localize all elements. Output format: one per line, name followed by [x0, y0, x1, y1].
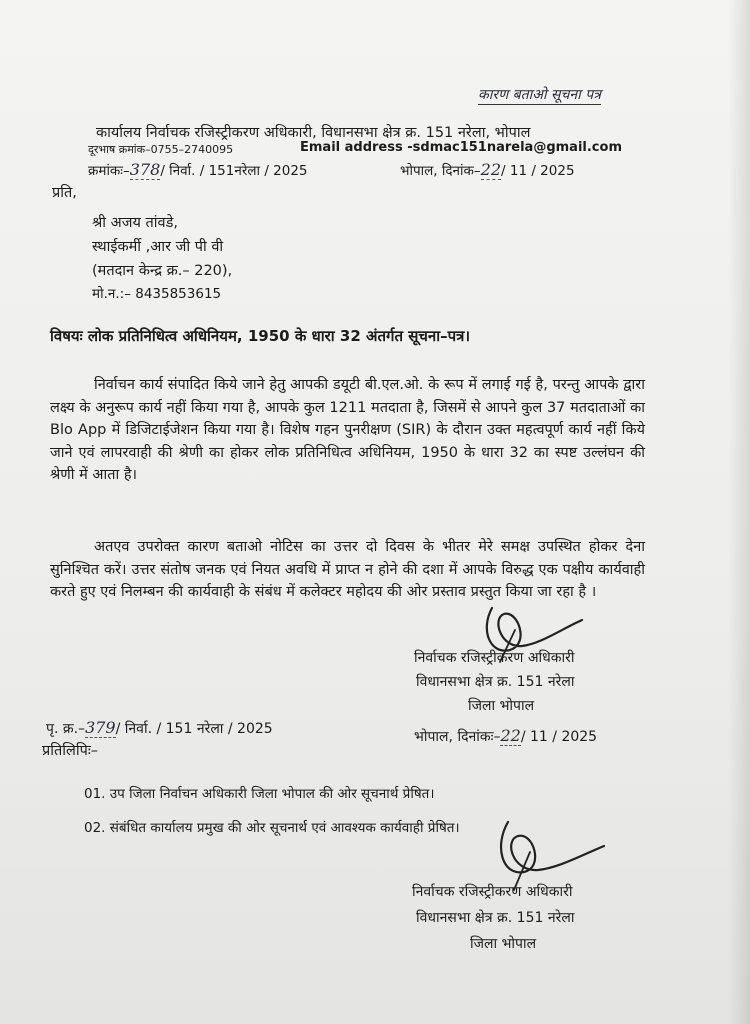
recipient-designation: स्थाईकर्मी ,आर जी पी वी — [92, 239, 224, 255]
page-shadow — [728, 0, 750, 1024]
recipient-mobile: मो.न.:– 8435853615 — [92, 286, 222, 302]
endorsement-handwritten-day: 22 — [500, 726, 521, 745]
recipient-name: श्री अजय तांवडे, — [92, 215, 178, 231]
endorsement-handwritten-number: 379 — [85, 718, 116, 737]
endorsement-suffix: / निर्वा. / 151 नरेला / 2025 — [115, 721, 273, 737]
endorsement-number — [46, 718, 273, 738]
paragraph-1: निर्वाचन कार्य संपादित किये जाने हेतु आपकी डयूटी बी.एल.ओ. के रूप में लगाई गई है, परन्तु आपके द्वारा लक्ष्य के अनुरूप कार्य नहीं किया गया है, आपके कुल 1211 मतदाता है, जिसमें से आपने कुल 37 मतदाताओं का Blo App में डिजिटाईजेशन किया गया है। विशेष गहन पुनरीक्षण (SIR) के दौरान उक्त महत्वपूर्ण कार्य नहीं किये जाने एवं लापरवाही की श्रेणी का होकर लोक प्रतिनिधित्व अधिनियम, 1950 के धारा 32 का स्पष्ट उल्लंघन की श्रेणी में आता है। — [50, 377, 645, 483]
reference-handwritten-day: 22 — [480, 160, 502, 179]
endorsement-date — [414, 726, 597, 746]
email-line: Email address -sdmac151narela@gmail.com — [300, 140, 622, 155]
signature-2-constituency: विधानसभा क्षेत्र क्र. 151 नरेला — [416, 910, 575, 926]
signature-1-constituency: विधानसभा क्षेत्र क्र. 151 नरेला — [416, 674, 575, 690]
signature-1-designation: निर्वाचक रजिस्ट्रीकरण अधिकारी — [414, 650, 575, 666]
recipient-booth: (मतदान केन्द्र क्र.– 220), — [92, 263, 233, 279]
reference-date — [400, 160, 575, 179]
copy-label: प्रतिलिपिः– — [42, 743, 99, 759]
endorsement-prefix: पृ. क्र.– — [46, 721, 86, 737]
to-label: प्रति, — [52, 185, 77, 201]
paragraph-2: अतएव उपरोक्त कारण बताओ नोटिस का उत्तर दो दिवस के भीतर मेरे समक्ष उपस्थित होकर देना सुनिश्चित करें। उत्तर संतोष जनक एवं नियत अवधि में प्राप्त न होने की दशा में आपके विरुद्ध एक पक्षीय कार्यवाही करते हुए एवं निलम्बन की कार्यवाही के संबंध में कलेक्टर महोदय की ओर प्रस्ताव प्रस्तुत किया जा रहा है । — [50, 539, 645, 600]
copy-item-1: 01. उप जिला निर्वाचन अधिकारी जिला भोपाल की ओर सूचनार्थ प्रेषित। — [84, 786, 435, 802]
signature-1-district: जिला भोपाल — [468, 698, 535, 714]
phone-line: दूरभाष क्रमांक–0755–2740095 — [88, 143, 234, 156]
reference-number — [88, 160, 308, 179]
reference-date-label: भोपाल, दिनांक– — [400, 163, 481, 179]
reference-handwritten-number: 378 — [129, 160, 161, 179]
endorsement-date-label: भोपाल, दिनांकः– — [414, 729, 501, 745]
reference-month-year: / 11 / 2025 — [501, 163, 575, 179]
reference-prefix: क्रमांकः– — [88, 163, 130, 179]
notice-title: कारण बताओ सूचना पत्र — [478, 87, 601, 103]
subject-line: विषयः लोक प्रतिनिधित्व अधिनियम, 1950 के धारा 32 अंतर्गत सूचना–पत्र। — [50, 327, 471, 345]
office-header: कार्यालय निर्वाचक रजिस्ट्रीकरण अधिकारी, विधानसभा क्षेत्र क्र. 151 नरेला, भोपाल — [96, 125, 531, 141]
signature-2-district: जिला भोपाल — [470, 936, 537, 952]
signature-2-designation: निर्वाचक रजिस्ट्रीकरण अधिकारी — [412, 884, 573, 900]
endorsement-month-year: / 11 / 2025 — [520, 729, 598, 745]
reference-suffix: / निर्वा. / 151नरेला / 2025 — [160, 163, 308, 179]
copy-item-2: 02. संबंधित कार्यालय प्रमुख की ओर सूचनार्थ एवं आवश्यक कार्यवाही प्रेषित। — [84, 820, 460, 836]
